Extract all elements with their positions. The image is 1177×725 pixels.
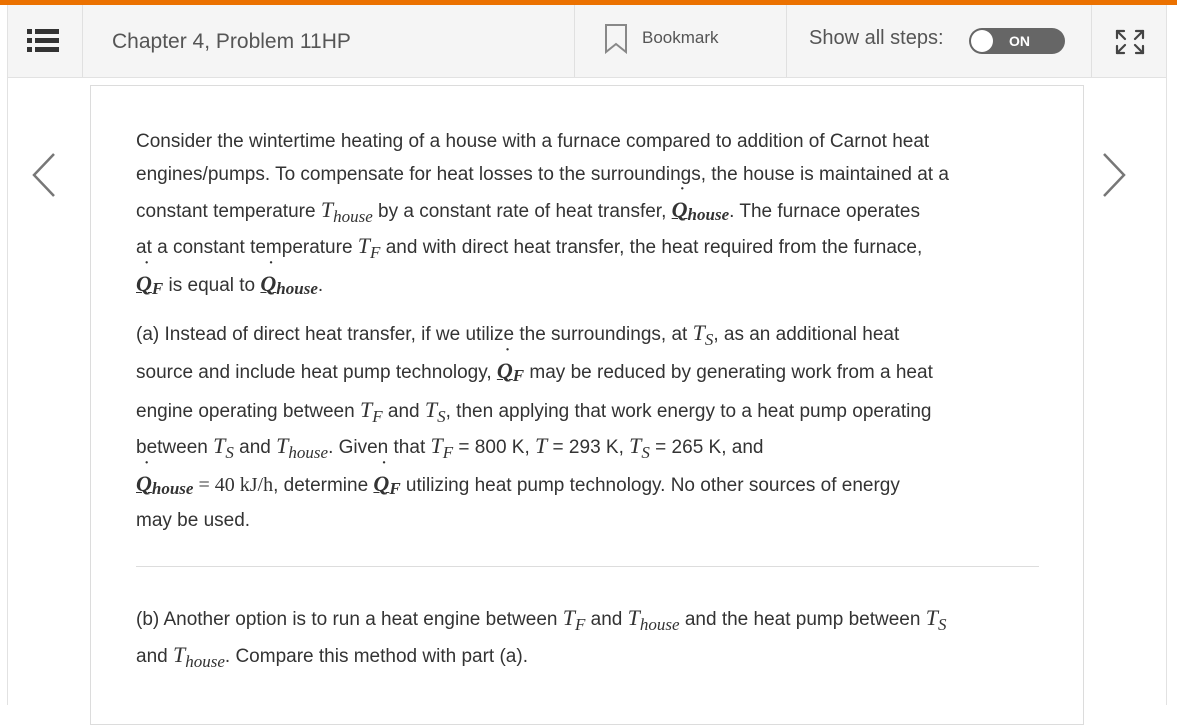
problem-text: engines/pumps. To compensate for heat losses to the surroundings, the house is maintained at a [136, 164, 949, 185]
q-dot-symbol: ˙ QF [136, 259, 164, 298]
page-title: Chapter 4, Problem 11HP [112, 30, 351, 53]
next-arrow-icon[interactable] [1100, 150, 1130, 200]
frame-border [1166, 78, 1167, 705]
problem-text: constant temperature Thouse by a constant rate of heat transfer, ˙ Qhouse. The furnace operates [136, 185, 920, 226]
divider [1091, 5, 1092, 77]
q-dot-symbol: ˙ Qhouse [671, 185, 730, 224]
expand-icon [1113, 27, 1147, 57]
section-divider [136, 566, 1039, 567]
problem-text: source and include heat pump technology, ˙ QF may be reduced by generating work from a heat [136, 346, 933, 385]
q-dot-symbol: ˙ Qhouse [136, 459, 194, 498]
divider [82, 5, 83, 77]
q-dot-symbol: ˙ QF [373, 459, 401, 498]
fullscreen-button[interactable] [1113, 27, 1147, 57]
divider [786, 5, 787, 77]
toolbar [7, 5, 1167, 78]
problem-text: (a) Instead of direct heat transfer, if we utilize the surroundings, at TS, as an additional heat [136, 320, 900, 349]
problem-text: between TS and Thouse. Given that TF = 800 K, T = 293 K, TS = 265 K, and [136, 433, 764, 462]
list-icon [27, 27, 59, 55]
problem-text: (b) Another option is to run a heat engine between TF and Thouse and the heat pump between TS [136, 605, 947, 634]
show-steps-toggle[interactable] [969, 28, 1065, 54]
previous-arrow-icon[interactable] [28, 150, 58, 200]
problem-text: may be used. [136, 510, 251, 531]
frame-border [7, 78, 8, 705]
q-dot-symbol: ˙ Qhouse [260, 259, 318, 298]
problem-text: ˙ QF is equal to ˙ Qhouse. [136, 259, 324, 298]
problem-text: engine operating between TF and TS, then applying that work energy to a heat pump operating [136, 397, 932, 426]
toggle-knob [971, 30, 993, 52]
bookmark-button[interactable] [604, 24, 734, 54]
problem-text: and Thouse. Compare this method with part (a). [136, 642, 528, 671]
show-steps-label: Show all steps: [809, 27, 944, 49]
divider [574, 5, 575, 77]
bookmark-icon [604, 24, 628, 54]
problem-text: Consider the wintertime heating of a house with a furnace compared to addition of Carnot heat [136, 131, 930, 152]
toggle-state: ON [1009, 33, 1030, 49]
problem-text: at a constant temperature TF and with direct heat transfer, the heat required from the furnace, [136, 233, 923, 262]
problem-text: ˙ Qhouse = 40 kJ/h, determine ˙ QF utilizing heat pump technology. No other sources of energy [136, 459, 900, 498]
bookmark-label: Bookmark [642, 28, 719, 47]
menu-button[interactable] [8, 5, 82, 77]
q-dot-symbol: ˙ QF [496, 346, 525, 385]
